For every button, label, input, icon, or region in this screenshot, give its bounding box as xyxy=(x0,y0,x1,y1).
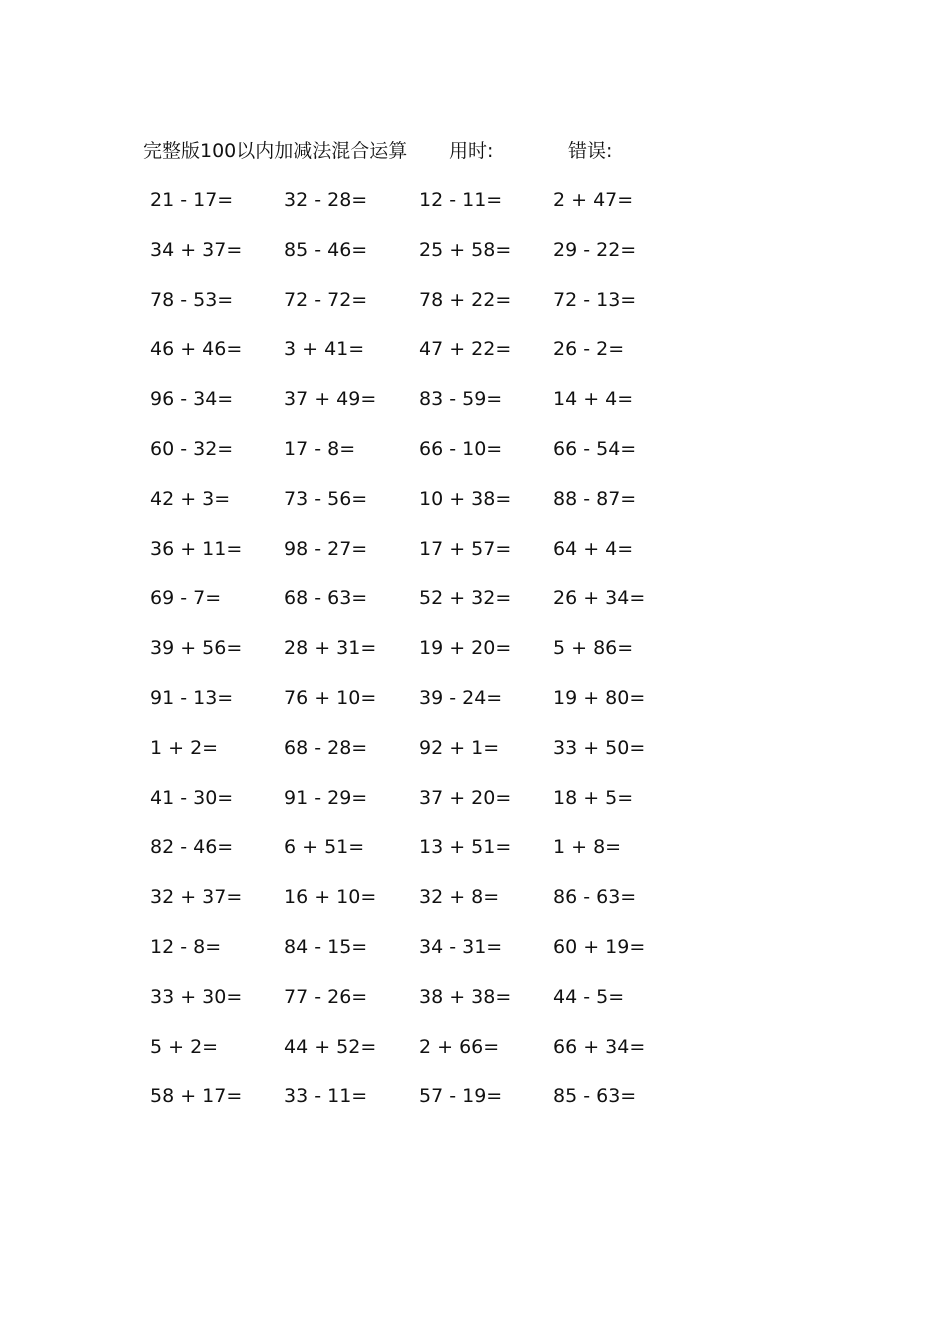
arithmetic-problem: 96 - 34= xyxy=(150,388,234,411)
arithmetic-problem: 82 - 46= xyxy=(150,836,234,859)
problem-row xyxy=(0,431,950,481)
problem-row xyxy=(0,580,950,630)
arithmetic-problem: 42 + 3= xyxy=(150,487,231,510)
arithmetic-problem: 39 + 56= xyxy=(150,637,243,660)
arithmetic-problem: 34 - 31= xyxy=(419,935,503,958)
arithmetic-problem: 10 + 38= xyxy=(419,487,512,510)
arithmetic-problem: 12 - 11= xyxy=(419,189,503,211)
arithmetic-problem: 77 - 26= xyxy=(284,985,368,1008)
arithmetic-problem: 14 + 4= xyxy=(553,388,634,411)
problem-row xyxy=(0,282,950,332)
arithmetic-problem: 92 + 1= xyxy=(419,736,500,759)
problem-row xyxy=(0,829,950,879)
arithmetic-problem: 26 - 2= xyxy=(553,338,625,361)
arithmetic-problem: 76 + 10= xyxy=(284,686,377,709)
arithmetic-problem: 64 + 4= xyxy=(553,537,634,560)
arithmetic-problem: 98 - 27= xyxy=(284,537,368,560)
arithmetic-problem: 26 + 34= xyxy=(553,587,646,610)
arithmetic-problem: 33 + 50= xyxy=(553,736,646,759)
problem-row xyxy=(0,979,950,1029)
arithmetic-problem: 85 - 46= xyxy=(284,238,368,261)
arithmetic-problem: 47 + 22= xyxy=(419,338,512,361)
arithmetic-problem: 1 + 8= xyxy=(553,836,622,859)
arithmetic-problem: 25 + 58= xyxy=(419,238,512,261)
arithmetic-problem: 19 + 80= xyxy=(553,686,646,709)
arithmetic-problem: 34 + 37= xyxy=(150,238,243,261)
arithmetic-problem: 60 + 19= xyxy=(553,935,646,958)
arithmetic-problem: 86 - 63= xyxy=(553,886,637,909)
problem-row xyxy=(0,331,950,381)
arithmetic-problem: 72 - 72= xyxy=(284,288,368,311)
arithmetic-problem: 60 - 32= xyxy=(150,437,234,460)
problem-row xyxy=(0,680,950,730)
error-count-label: 错误: xyxy=(568,140,613,162)
problem-row xyxy=(0,381,950,431)
arithmetic-problem: 2 + 66= xyxy=(419,1035,500,1058)
arithmetic-problem: 3 + 41= xyxy=(284,338,365,361)
arithmetic-problem: 33 - 11= xyxy=(284,1085,368,1108)
arithmetic-problem: 85 - 63= xyxy=(553,1085,637,1108)
arithmetic-problem: 91 - 13= xyxy=(150,686,234,709)
arithmetic-problem: 58 + 17= xyxy=(150,1085,243,1108)
arithmetic-problem: 52 + 32= xyxy=(419,587,512,610)
arithmetic-problem: 44 + 52= xyxy=(284,1035,377,1058)
arithmetic-problem: 39 - 24= xyxy=(419,686,503,709)
arithmetic-problem: 66 + 34= xyxy=(553,1035,646,1058)
arithmetic-problem: 41 - 30= xyxy=(150,786,234,809)
problem-row xyxy=(0,730,950,780)
arithmetic-problem: 66 - 10= xyxy=(419,437,503,460)
arithmetic-problem: 73 - 56= xyxy=(284,487,368,510)
worksheet-title: 完整版100以内加减法混合运算 xyxy=(143,140,408,162)
arithmetic-problem: 66 - 54= xyxy=(553,437,637,460)
arithmetic-problem: 78 + 22= xyxy=(419,288,512,311)
problem-row xyxy=(0,182,950,232)
time-used-label: 用时: xyxy=(449,140,494,162)
arithmetic-problem: 17 - 8= xyxy=(284,437,356,460)
arithmetic-problem: 78 - 53= xyxy=(150,288,234,311)
problem-row xyxy=(0,1078,950,1128)
problem-grid xyxy=(0,182,950,1128)
problem-row xyxy=(0,481,950,531)
problem-row xyxy=(0,929,950,979)
arithmetic-problem: 33 + 30= xyxy=(150,985,243,1008)
arithmetic-problem: 69 - 7= xyxy=(150,587,222,610)
arithmetic-problem: 72 - 13= xyxy=(553,288,637,311)
worksheet-header xyxy=(0,136,950,166)
arithmetic-problem: 16 + 10= xyxy=(284,886,377,909)
arithmetic-problem: 37 + 49= xyxy=(284,388,377,411)
arithmetic-problem: 36 + 11= xyxy=(150,537,243,560)
arithmetic-problem: 68 - 63= xyxy=(284,587,368,610)
arithmetic-problem: 21 - 17= xyxy=(150,189,234,211)
arithmetic-problem: 57 - 19= xyxy=(419,1085,503,1108)
arithmetic-problem: 83 - 59= xyxy=(419,388,503,411)
arithmetic-problem: 32 + 37= xyxy=(150,886,243,909)
problem-row xyxy=(0,780,950,830)
arithmetic-problem: 28 + 31= xyxy=(284,637,377,660)
arithmetic-problem: 5 + 86= xyxy=(553,637,634,660)
arithmetic-problem: 68 - 28= xyxy=(284,736,368,759)
arithmetic-problem: 13 + 51= xyxy=(419,836,512,859)
arithmetic-problem: 46 + 46= xyxy=(150,338,243,361)
arithmetic-problem: 6 + 51= xyxy=(284,836,365,859)
arithmetic-problem: 29 - 22= xyxy=(553,238,637,261)
problem-row xyxy=(0,531,950,581)
arithmetic-problem: 1 + 2= xyxy=(150,736,219,759)
problem-row xyxy=(0,630,950,680)
arithmetic-problem: 12 - 8= xyxy=(150,935,222,958)
problem-row xyxy=(0,879,950,929)
arithmetic-problem: 32 - 28= xyxy=(284,189,368,211)
arithmetic-problem: 38 + 38= xyxy=(419,985,512,1008)
arithmetic-problem: 2 + 47= xyxy=(553,189,634,211)
arithmetic-problem: 84 - 15= xyxy=(284,935,368,958)
arithmetic-problem: 19 + 20= xyxy=(419,637,512,660)
arithmetic-problem: 37 + 20= xyxy=(419,786,512,809)
arithmetic-problem: 44 - 5= xyxy=(553,985,625,1008)
problem-row xyxy=(0,1029,950,1079)
arithmetic-problem: 91 - 29= xyxy=(284,786,368,809)
arithmetic-problem: 32 + 8= xyxy=(419,886,500,909)
arithmetic-problem: 17 + 57= xyxy=(419,537,512,560)
problem-row xyxy=(0,232,950,282)
arithmetic-problem: 88 - 87= xyxy=(553,487,637,510)
arithmetic-problem: 18 + 5= xyxy=(553,786,634,809)
arithmetic-problem: 5 + 2= xyxy=(150,1035,219,1058)
